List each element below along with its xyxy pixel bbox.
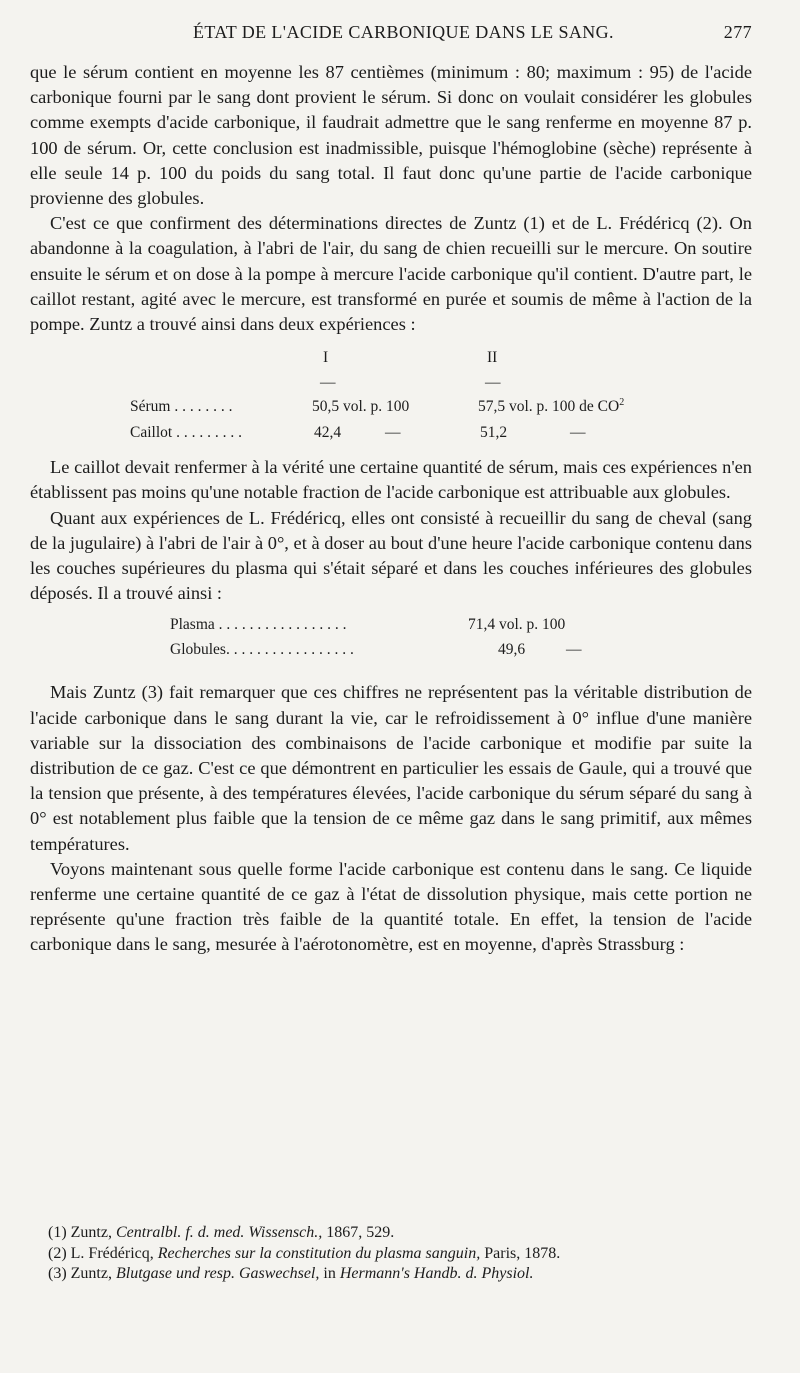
- paragraph-3: Le caillot devait renfermer à la vérité une certaine quantité de sérum, mais ces expériences n'en établissent pas moins qu'une notable fraction de l'acide carbonique est attribuable aux globules.: [30, 457, 752, 503]
- row-label-plasma: Plasma . . . . . . . . . . . . . . . . .: [170, 616, 347, 634]
- column-head-i: I: [323, 349, 329, 367]
- row-label-serum: Sérum . . . . . . . .: [130, 398, 233, 416]
- footnote-2: (2) L. Frédéricq, Recherches sur la constitution du plasma sanguin, Paris, 1878.: [48, 1244, 561, 1262]
- co2-subscript: 2: [619, 397, 625, 409]
- head-dash-i: —: [320, 374, 336, 392]
- footnotes: [48, 1223, 752, 1285]
- running-title: ÉTAT DE L'ACIDE CARBONIQUE DANS LE SANG.: [193, 22, 614, 42]
- footnote-1: (1) Zuntz, Centralbl. f. d. med. Wissensch., 1867, 529.: [48, 1224, 395, 1241]
- body-text: [30, 60, 752, 958]
- serum-value-ii: 57,5 vol. p. 100 de $CO^2$: [478, 397, 625, 416]
- paragraph-5: Mais Zuntz (3) fait remarquer que ces chiffres ne représentent pas la véritable distribution de l'acide carbonique dans le sang durant la vie, car le refroidissement à 0° influe d'une manière variable sur la dissociation des combinaisons de l'acide carbonique et modifie par suite la distribution de ce gaz. C'est ce que démontrent en particulier les essais de Gaule, qui a trouvé que la tension que présente, à des températures élevées, l'acide carbonique du sérum séparé du sang à 0° est notablement plus faible que la tension de ce même gaz dans le sang primitif, aux mêmes températures.: [30, 682, 752, 854]
- column-head-ii: II: [487, 349, 498, 367]
- row-label-globules: Globules. . . . . . . . . . . . . . . . .: [170, 641, 354, 659]
- row-label-caillot: Caillot . . . . . . . . .: [130, 424, 242, 442]
- paragraph-2: C'est ce que confirment des déterminations directes de Zuntz (1) et de L. Frédéricq (2). On abandonne à la coagulation, à l'abri de l'air, du sang de chien recueilli sur le mercure. On soutire ensuite le sérum et on dose à la pompe à mercure l'acide carbonique qu'il contient. D'autre part, le caillot restant, agité avec le mercure, est transformé en purée et soumis de même à l'action de la pompe. Zuntz a trouvé ainsi dans deux expériences :: [30, 213, 752, 335]
- caillot-value-ii: 51,2: [480, 424, 508, 442]
- globules-dash: —: [566, 641, 582, 659]
- zuntz-results-table: [30, 337, 752, 455]
- plasma-value: 71,4 vol. p. 100: [468, 616, 566, 634]
- paragraph-6: Voyons maintenant sous quelle forme l'acide carbonique est contenu dans le sang. Ce liquide renferme une certaine quantité de ce gaz à l'état de dissolution physique, mais cette portion ne représente qu'une fraction très faible de la quantité totale. En effet, la tension de l'acide carbonique dans le sang, mesurée à l'aérotonomètre, est en moyenne, d'après Strassburg :: [30, 858, 752, 955]
- serum-value-i: 50,5 vol. p. 100: [312, 398, 410, 416]
- paragraph-1: que le sérum contient en moyenne les 87 centièmes (minimum : 80; maximum : 95) de l'acide carbonique fourni par le sang dont provient le sérum. Si donc on voulait considérer les globules comme exempts d'acide carbonique, il faudrait admettre que le sang renferme en moyenne 87 p. 100 de sérum. Or, cette conclusion est inadmissible, puisque l'hémoglobine (sèche) représente à elle seule 14 p. 100 du poids du sang total. Il faut donc qu'une partie de l'acide carbonique provienne des globules.: [30, 62, 752, 209]
- caillot-dash-ii: —: [570, 424, 586, 442]
- running-header: [30, 22, 752, 46]
- globules-value: 49,6: [498, 641, 526, 659]
- caillot-dash-i: —: [385, 424, 401, 442]
- footnote-3: (3) Zuntz, Blutgase und resp. Gaswechsel, in Hermann's Handb. d. Physiol.: [48, 1265, 534, 1282]
- head-dash-ii: —: [485, 374, 501, 392]
- fredericq-results-table: [30, 610, 752, 666]
- paragraph-4: Quant aux expériences de L. Frédéricq, elles ont consisté à recueillir du sang de cheval (sang de la jugulaire) à l'abri de l'air à 0°, et à doser au bout d'une heure l'acide carbonique contenu dans les couches supérieures du plasma qui s'était séparé et dans les couches inférieures des globules déposés. Il a trouvé ainsi :: [30, 507, 752, 604]
- page-number: 277: [723, 22, 752, 42]
- caillot-value-i: 42,4: [314, 424, 342, 442]
